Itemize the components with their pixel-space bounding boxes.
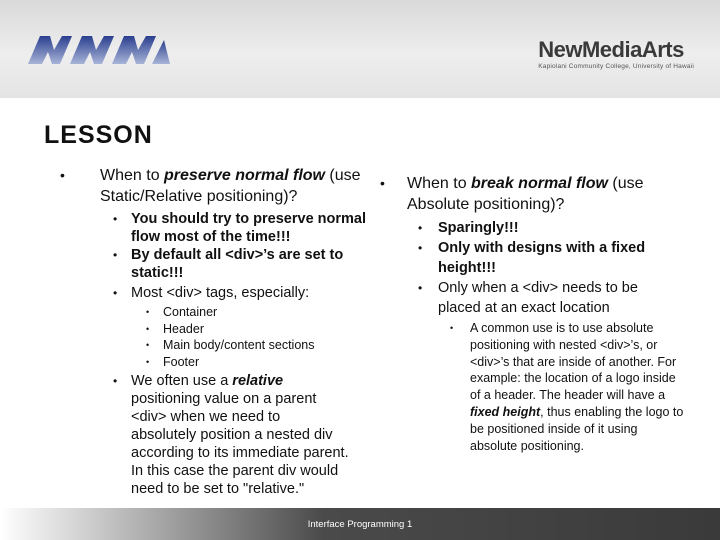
- list-subitem: • A common use is to use absolute positioning with nested <div>’s, or <div>’s that are inside of another. For example: the location of a logo inside of a header. The header will have a fixed height, thus enabling the logo to be positioned inside of it using absolute positioning.: [450, 321, 684, 453]
- bullet-icon: •: [450, 323, 454, 333]
- bullet-icon: •: [146, 340, 150, 350]
- brand-name: NewMediaArts: [538, 37, 684, 62]
- bullet-icon: •: [418, 221, 423, 235]
- bullet-icon: •: [380, 175, 385, 191]
- bullet-icon: •: [146, 356, 150, 367]
- brand-block: [538, 38, 694, 71]
- bullet-icon: •: [60, 167, 65, 183]
- list-subitem: • Footer: [146, 354, 200, 369]
- bullet-icon: •: [113, 374, 118, 388]
- header-banner: [0, 0, 720, 98]
- page-title: LESSON: [44, 121, 153, 149]
- list-subitem: • Main body/content sections: [146, 338, 315, 352]
- list-item: • By default all <div>’s are set to static!!!: [113, 247, 344, 281]
- list-item: • Only when a <div> needs to be placed at an exact location: [418, 280, 638, 316]
- bullet-icon: •: [146, 323, 150, 334]
- bullet-icon: •: [113, 212, 118, 226]
- right-heading: • When to break normal flow (use Absolute positioning)?: [380, 175, 644, 213]
- list-item: • You should try to preserve normal flow most of the time!!!: [113, 211, 367, 245]
- bullet-icon: •: [113, 286, 118, 300]
- list-item: • Most <div> tags, especially:: [113, 285, 310, 301]
- right-column: [380, 173, 685, 454]
- brand-subtitle: Kapiolani Community College, University of Hawaii: [538, 63, 694, 70]
- bullet-icon: •: [418, 241, 423, 255]
- list-item: • We often use a relative positioning value on a parent <div> when we need to absolutely position a nested div according to its immediate parent. In this case the parent div would need to be set to "relative.": [113, 373, 349, 497]
- nma-logo-icon: [24, 30, 174, 66]
- bullet-icon: •: [418, 281, 423, 295]
- list-item: • Sparingly!!!: [418, 220, 519, 236]
- left-column: [60, 165, 380, 498]
- list-subitem: • Header: [146, 321, 204, 336]
- list-item: • Only with designs with a fixed height!!!: [418, 240, 646, 276]
- footer-text: Interface Programming 1: [307, 519, 413, 530]
- bullet-icon: •: [113, 248, 118, 262]
- bullet-icon: •: [146, 307, 150, 317]
- left-heading: • When to preserve normal flow (use Static/Relative positioning)?: [60, 167, 361, 205]
- list-subitem: • Container: [146, 305, 218, 319]
